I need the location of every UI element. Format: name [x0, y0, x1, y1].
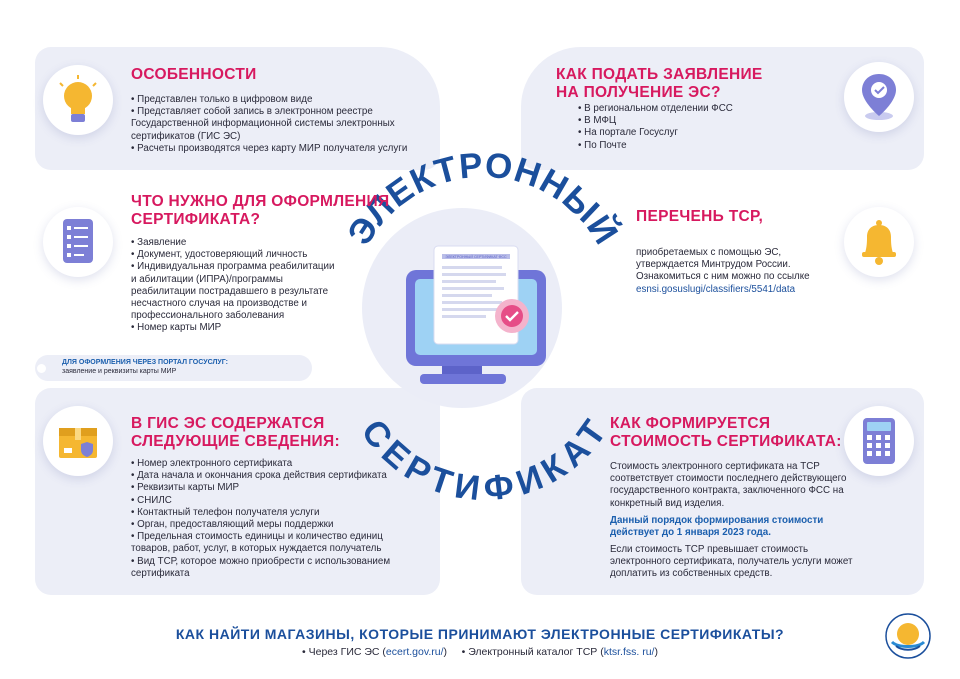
list-item: • Представляет собой запись в электронном реестре Государственной информационной системы электронных сертификатов (ГИС ЭС) [131, 106, 421, 143]
needed-title [131, 193, 389, 229]
footer-link1: • Через ГИС ЭС (ecert.gov.ru/) [302, 646, 447, 658]
list-item: • Реквизиты карты МИР [131, 482, 421, 494]
cost-para3: Если стоимость ТСР превышает стоимость электронного сертификата, получатель услуги может доплатить из собственных средств. [610, 544, 853, 580]
list-item: • Заявление [131, 237, 341, 249]
footer-link2: • Электронный каталог ТСР (ktsr.fss. ru/) [461, 646, 658, 658]
apply-title-line2: НА ПОЛУЧЕНИЕ ЭС? [556, 84, 721, 101]
cost-para1: Стоимость электронного сертификата на ТСР соответствует стоимости последнего действующего государственного контракта, заключенного ФСС на конкретный вид изделия. [610, 461, 847, 509]
footer-link1-url[interactable]: ecert.gov.ru/ [385, 646, 444, 658]
apply-list [578, 103, 798, 152]
footer-links [0, 646, 960, 658]
needed-title-line2: СЕРТИФИКАТА? [131, 211, 261, 228]
list-item: • По Почте [578, 140, 798, 152]
list-item: • Контактный телефон получателя услуги [131, 507, 421, 519]
footer-link1-prefix: Через ГИС ЭС ( [308, 646, 386, 658]
list-item: • Дата начала и окончания срока действия сертификата [131, 470, 421, 482]
list-item: • В МФЦ [578, 115, 798, 127]
footer-link1-suffix: ) [443, 646, 447, 658]
features-list [131, 94, 421, 155]
calculator-icon [844, 406, 914, 476]
list-item: • Расчеты производятся через карту МИР получателя услуги [131, 143, 421, 155]
checklist-icon [43, 207, 113, 277]
gis-list [131, 458, 421, 580]
tsr-text [636, 247, 836, 296]
apply-title [556, 66, 763, 102]
box-icon [43, 406, 113, 476]
needed-title-line1: ЧТО НУЖНО ДЛЯ ОФОРМЛЕНИЯ [131, 193, 390, 210]
list-item: • Номер электронного сертификата [131, 458, 421, 470]
portal-note-text [62, 358, 302, 376]
tsr-line2: утверждается Минтрудом России. [636, 259, 791, 271]
needed-list [131, 237, 341, 335]
tsr-link[interactable]: esnsi.gosuslugi/classifiers/5541/data [636, 283, 796, 295]
footer-link2-prefix: Электронный каталог ТСР ( [468, 646, 604, 658]
gis-title-line2: СЛЕДУЮЩИЕ СВЕДЕНИЯ: [131, 433, 340, 450]
portal-note-heading: ДЛЯ ОФОРМЛЕНИЯ ЧЕРЕЗ ПОРТАЛ ГОСУСЛУГ: [62, 359, 228, 366]
cost-title [610, 415, 842, 451]
gis-title [131, 415, 340, 451]
tsr-line3: Ознакомиться с ним можно по ссылке [636, 271, 810, 283]
list-item: • Орган, предоставляющий меры поддержки [131, 519, 421, 531]
location-pin-icon [844, 62, 914, 132]
portal-note-body: заявление и реквизиты карты МИР [62, 368, 177, 375]
apply-title-line1: КАК ПОДАТЬ ЗАЯВЛЕНИЕ [556, 66, 763, 83]
doc-label: ЭЛЕКТРОННЫЙ СЕРТИФИКАТ ФСС [445, 255, 507, 259]
title-top-word: ЭЛЕКТРОННЫЙ [340, 145, 626, 252]
cost-para2: Данный порядок формирования стоимости действует до 1 января 2023 года. [610, 515, 824, 539]
gis-title-line1: В ГИС ЭС СОДЕРЖАТСЯ [131, 415, 325, 432]
list-item: • Вид ТСР, которое можно приобрести с использованием сертификата [131, 556, 421, 580]
list-item: • Номер карты МИР [131, 322, 341, 334]
footer-title: КАК НАЙТИ МАГАЗИНЫ, КОТОРЫЕ ПРИНИМАЮТ ЭЛЕКТРОННЫЕ СЕРТИФИКАТЫ? [175, 626, 785, 642]
cost-title-line1: КАК ФОРМИРУЕТСЯ [610, 415, 771, 432]
list-item: • На портале Госуслуг [578, 127, 798, 139]
footer-link2-url[interactable]: ktsr.fss. ru/ [603, 646, 655, 658]
tsr-title: ПЕРЕЧЕНЬ ТСР, [636, 208, 764, 225]
list-item: • Документ, удостоверяющий личность [131, 249, 341, 261]
list-item: • В региональном отделении ФСС [578, 103, 798, 115]
list-item: • Представлен только в цифровом виде [131, 94, 421, 106]
features-title: ОСОБЕННОСТИ [131, 66, 257, 83]
bell-icon [844, 207, 914, 277]
title-bottom-word: СЕРТИФИКАТ [353, 412, 615, 509]
list-item: • СНИЛС [131, 495, 421, 507]
cost-title-line2: СТОИМОСТЬ СЕРТИФИКАТА: [610, 433, 842, 450]
list-item: • Индивидуальная программа реабилитации и абилитации (ИПРА)/программы реабилитации пострадавшего в результате несчастного случая на производстве и профессионального заболевания [131, 261, 341, 322]
list-item: • Предельная стоимость единицы и количество единиц товаров, работ, услуг, в которых нуждается получатель [131, 531, 421, 555]
fss-logo-icon [884, 612, 932, 660]
lightbulb-icon [43, 65, 113, 135]
tsr-line1: приобретаемых с помощью ЭС, [636, 247, 782, 258]
footer-link2-suffix: ) [654, 646, 658, 658]
